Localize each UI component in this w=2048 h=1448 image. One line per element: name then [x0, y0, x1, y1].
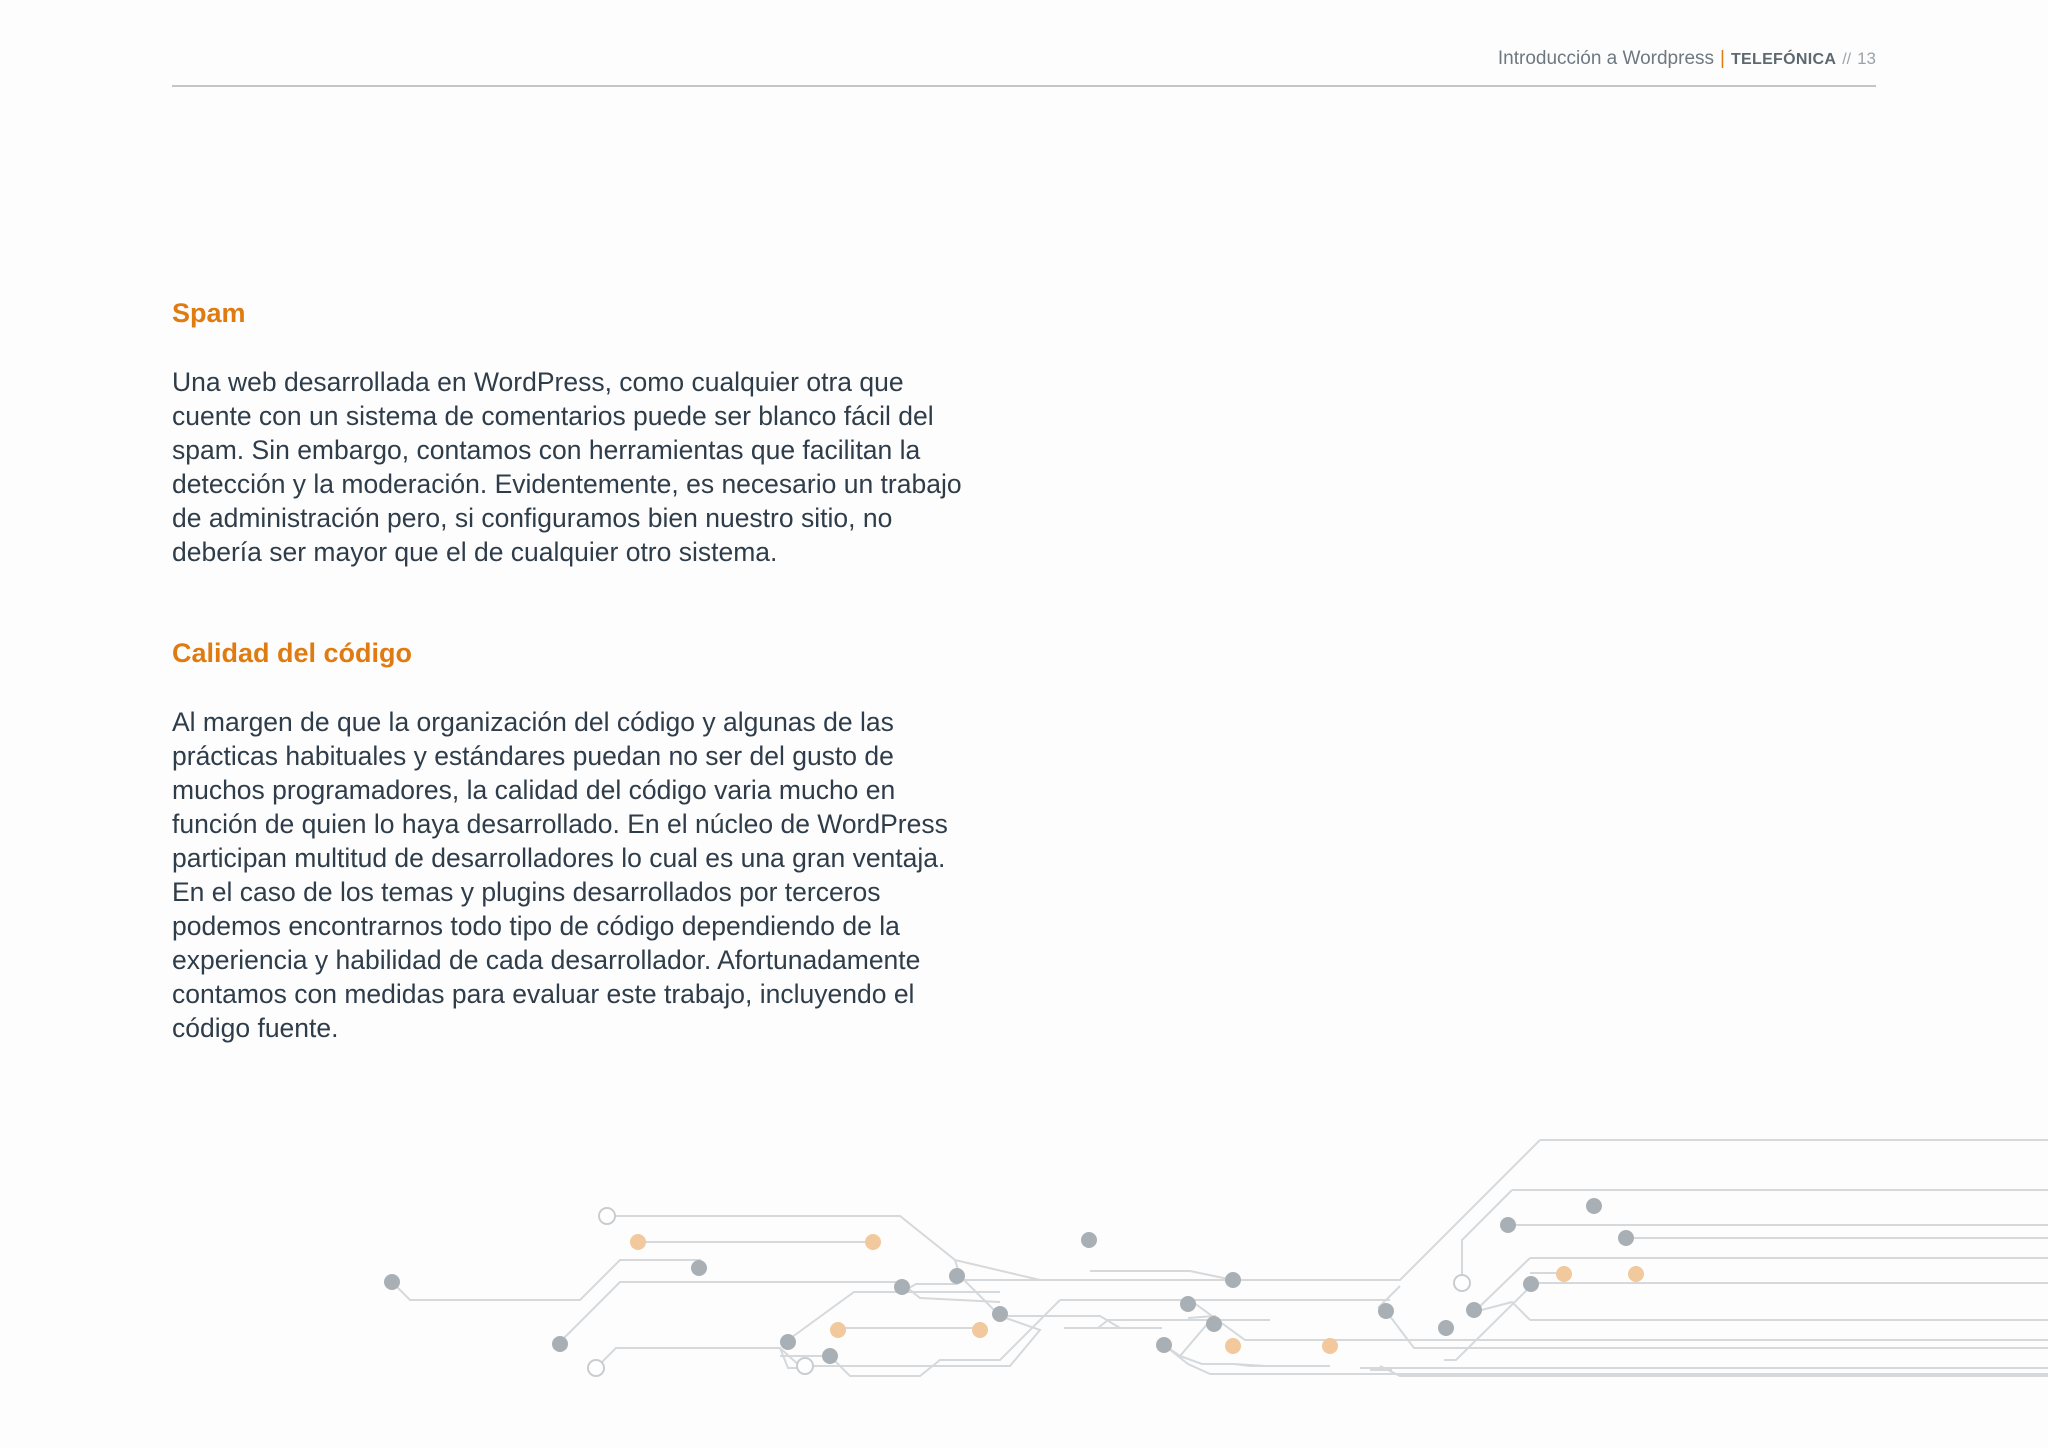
circuit-traces [392, 1140, 2048, 1376]
header-rule [172, 85, 1876, 87]
running-header [1498, 48, 1876, 70]
text-line: detección y la moderación. Evidentemente, es necesario un trabajo [172, 469, 962, 499]
text-line: Al margen de que la organización del código y algunas de las [172, 707, 894, 737]
header-slash: // [1842, 51, 1852, 68]
text-line: de administración pero, si configuramos bien nuestro sitio, no [172, 503, 893, 533]
text-line: En el caso de los temas y plugins desarrollados por terceros [172, 877, 881, 907]
text-line: Una web desarrollada en WordPress, como cualquier otra que [172, 367, 904, 397]
page-number: 13 [1857, 49, 1876, 68]
section-body-spam [172, 365, 1012, 569]
brand-name: TELEFÓNICA [1730, 51, 1837, 68]
text-line: prácticas habituales y estándares puedan no ser del gusto de [172, 741, 894, 771]
text-line: contamos con medidas para evaluar este trabajo, incluyendo el [172, 979, 915, 1009]
text-line: debería ser mayor que el de cualquier otro sistema. [172, 537, 778, 567]
text-line: función de quien lo haya desarrollado. En el núcleo de WordPress [172, 809, 948, 839]
text-line: cuente con un sistema de comentarios puede ser blanco fácil del [172, 401, 934, 431]
text-line: podemos encontrarnos todo tipo de código dependiendo de la [172, 911, 900, 941]
text-line: muchos programadores, la calidad del código varia mucho en [172, 775, 896, 805]
section-body-code-quality [172, 705, 1012, 1045]
header-separator: | [1720, 48, 1725, 69]
text-line: experiencia y habilidad de cada desarrollador. Afortunadamente [172, 945, 921, 975]
section-heading-code-quality: Calidad del código [172, 638, 413, 668]
text-line: participan multitud de desarrolladores lo cual es una gran ventaja. [172, 843, 946, 873]
section-heading-spam: Spam [172, 298, 246, 328]
circuit-illustration [0, 1120, 2048, 1420]
document-title: Introducción a Wordpress [1497, 48, 1715, 69]
text-line: spam. Sin embargo, contamos con herramientas que facilitan la [172, 435, 921, 465]
text-line: código fuente. [172, 1013, 339, 1043]
